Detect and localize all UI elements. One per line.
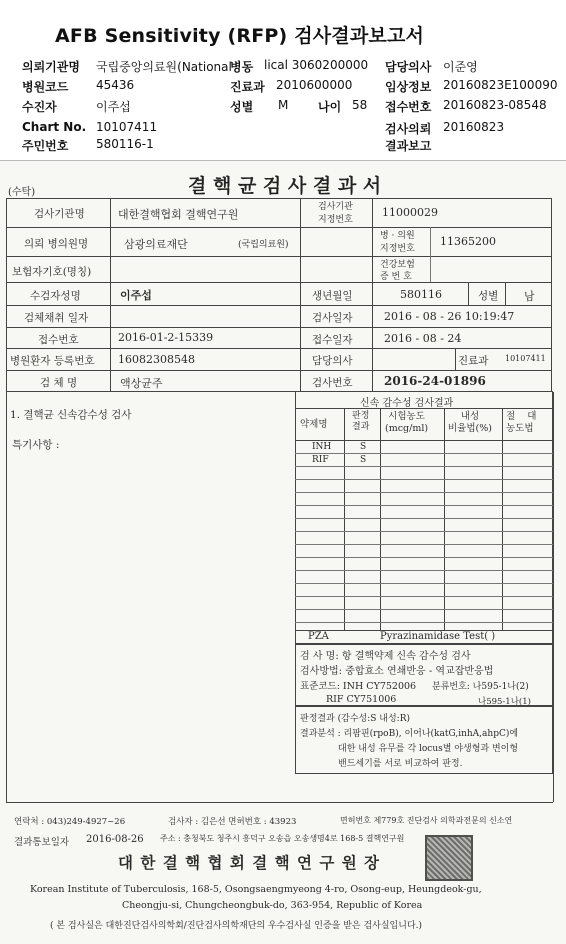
method-line1: 검 사 명: 항 결핵약제 신속 감수성 검사	[300, 651, 471, 662]
method-line3b: 분류번호: 나595-1나(2)	[432, 682, 529, 692]
stamp-label: (수탁)	[8, 187, 36, 198]
pza-value: Pyrazinamidase Test( )	[380, 631, 496, 642]
results-row-line	[295, 570, 553, 571]
results-row-line	[295, 544, 553, 545]
receipt-date-value: 2016 - 08 - 24	[384, 332, 462, 345]
certification-note: ( 본 검사실은 대한진단검사의학회/진단검사의학재단의 우수검사실 인증을 받은 검사실입니다.)	[50, 921, 423, 931]
sex-label: 성별	[230, 100, 254, 114]
results-row-line	[295, 518, 553, 519]
drug-inh: INH	[312, 442, 332, 452]
dept-value: 2010600000	[276, 78, 353, 92]
ward-value: lical 3060200000	[264, 58, 369, 72]
age-value: 58	[352, 98, 368, 112]
exam-no-value: 2016-24-01896	[384, 374, 486, 388]
results-row-line	[295, 453, 553, 454]
results-row-line	[295, 622, 553, 623]
address-en-2: Cheongju-si, Chungcheongbuk-do, 363-954, Republic of Korea	[122, 900, 423, 911]
name-label: 수검자성명	[30, 290, 81, 302]
report-date-value: 2016-08-26	[86, 834, 144, 845]
results-row-line	[295, 609, 553, 610]
judgement-line4: 밴드세기를 서로 비교하여 판정.	[338, 759, 463, 769]
clinical-label: 임상정보	[385, 80, 432, 94]
req-date-label: 검사의뢰	[385, 122, 432, 136]
scanned-document	[0, 160, 566, 944]
method-line2: 검사방법: 중합효소 연쇄반응 - 역교잡반응법	[300, 666, 494, 677]
th-absolute: 절 대 농도법	[506, 411, 537, 434]
results-row-line	[295, 505, 553, 506]
judgement-line2: 결과분석 : 리팜핀(rpoB), 이어나(katG,inhA,ahpC)에	[300, 729, 519, 739]
th-concentration: 시험농도 (mcg/ml)	[385, 411, 429, 434]
receipt-doc-label: 접수번호	[38, 334, 79, 346]
result-rif: S	[360, 455, 367, 465]
result-inh: S	[360, 442, 367, 452]
lab-code-value: 11000029	[382, 206, 438, 219]
reg-label: 병원환자 등록번호	[10, 355, 95, 367]
patient-label: 수진자	[22, 100, 57, 114]
reg-value: 16082308548	[118, 353, 195, 366]
report-label: 결과보고	[385, 139, 432, 153]
hosp-code-label: 병원코드	[22, 80, 69, 94]
doc-title: 결 핵 균 검 사 결 과 서	[188, 175, 382, 197]
specimen-value: 액상균주	[120, 377, 163, 390]
receipt-doc-value: 2016-01-2-15339	[118, 331, 214, 344]
method-line4b: 나595-1나(1)	[478, 697, 531, 707]
judgement-line3: 대한 내성 유무를 각 locus별 야생형과 변이형	[338, 744, 519, 754]
address-en-1: Korean Institute of Tuberculosis, 168-5, Osongsaengmyeong 4-ro, Osong-eup, Heungdeok-gu,	[30, 884, 482, 895]
birth-value: 580116	[400, 288, 442, 301]
report-title: AFB Sensitivity (RFP) 검사결과보고서	[55, 25, 425, 47]
results-row-line	[295, 583, 553, 584]
footer-license: 면허번호 제779호 진단검사 의학과전문의 신소연	[340, 816, 513, 825]
results-row-line	[295, 492, 553, 493]
th-drug: 약제명	[300, 419, 328, 430]
patient-value: 이주섭	[96, 100, 131, 114]
collect-label: 검체채취 일자	[24, 312, 89, 324]
hosp-label: 의뢰 병의원명	[24, 238, 89, 250]
receipt-date-label: 접수일자	[312, 334, 353, 346]
receipt-value: 20160823-08548	[443, 98, 547, 112]
sex-value: M	[278, 98, 289, 112]
results-row-line	[295, 557, 553, 558]
ins-no-label2: 증 번 호	[380, 272, 412, 282]
drug-rif: RIF	[312, 455, 329, 465]
th-result: 판정 결과	[352, 411, 370, 432]
dept-doc-value: 10107411	[505, 354, 546, 363]
doctor-doc-label: 담당의사	[312, 355, 353, 367]
remarks-label: 특기사항 :	[12, 439, 60, 451]
insurance-label: 보험자기호(명칭)	[12, 266, 92, 278]
footer-address-ko: 주소 : 충청북도 청주시 흥덕구 오송읍 오송생명4로 168-5 결핵연구원	[160, 834, 405, 843]
resident-value: 580116-1	[96, 137, 154, 151]
test-date-value: 2016 - 08 - 26 10:19:47	[384, 310, 515, 323]
pza-label: PZA	[308, 631, 329, 642]
birth-label: 생년월일	[312, 290, 353, 302]
req-date-value: 20160823	[443, 120, 505, 134]
exam-no-label: 검사번호	[312, 377, 353, 389]
test-item: 1. 결핵균 신속감수성 검사	[10, 409, 132, 421]
ward-label: 병동	[230, 60, 254, 74]
lab-code-label: 검사기관	[318, 202, 353, 212]
ins-no-label: 건강보험	[380, 260, 415, 270]
dept-doc-label: 진료과	[458, 355, 489, 367]
receipt-label: 접수번호	[385, 100, 432, 114]
lab-label: 검사기관명	[34, 208, 85, 220]
org-name: 대 한 결 핵 협 회 결 핵 연 구 원 장	[118, 853, 381, 872]
name-value: 이주섭	[120, 289, 152, 302]
req-org-value: 국립중앙의료원(National	[96, 60, 232, 74]
hosp-code-value: 45436	[96, 78, 135, 92]
doctor-value: 이준영	[443, 60, 478, 74]
hosp-note: (국립의료원)	[238, 240, 289, 250]
dept-label: 진료과	[230, 80, 265, 94]
results-row-line	[295, 596, 553, 597]
th-resistance: 내성 비율법(%)	[448, 411, 492, 434]
lab-code-label2: 지정번호	[318, 215, 353, 225]
req-org-label: 의뢰기관명	[22, 60, 80, 74]
method-line3a: 표준코드: INH CY752006	[300, 681, 417, 692]
footer-examiner: 검사자 : 김은선 면허번호 : 43923	[168, 817, 297, 827]
results-row-line	[295, 531, 553, 532]
test-date-label: 검사일자	[312, 312, 353, 324]
doctor-label: 담당의사	[385, 60, 432, 74]
chart-label: Chart No.	[22, 120, 87, 134]
specimen-label: 검 체 명	[40, 377, 78, 389]
footer-contact: 연락처 : 043)249-4927~26	[14, 817, 126, 827]
results-row-line	[295, 466, 553, 467]
results-row-line	[295, 479, 553, 480]
chart-value: 10107411	[96, 120, 158, 134]
sex-doc-value: 남	[524, 290, 535, 303]
results-title: 신속 감수성 검사결과	[360, 398, 454, 409]
hosp-code-label2: 지정번호	[380, 244, 415, 254]
age-label: 나이	[318, 100, 342, 114]
hosp-value: 삼광의료재단	[124, 238, 188, 251]
sex-doc-label: 성별	[478, 290, 499, 302]
hosp-code-label: 병 · 의원	[380, 231, 415, 241]
lab-value: 대한결핵협회 결핵연구원	[118, 208, 239, 221]
method-line4a: RIF CY751006	[326, 694, 397, 705]
report-date-label: 결과통보일자	[14, 837, 70, 848]
clinical-value: 20160823E100090	[443, 78, 558, 92]
hosp-code-value: 11365200	[440, 235, 496, 248]
official-seal	[425, 835, 473, 881]
resident-label: 주민번호	[22, 139, 69, 153]
judgement-line1: 판정결과 (감수성:S 내성:R)	[300, 714, 410, 724]
